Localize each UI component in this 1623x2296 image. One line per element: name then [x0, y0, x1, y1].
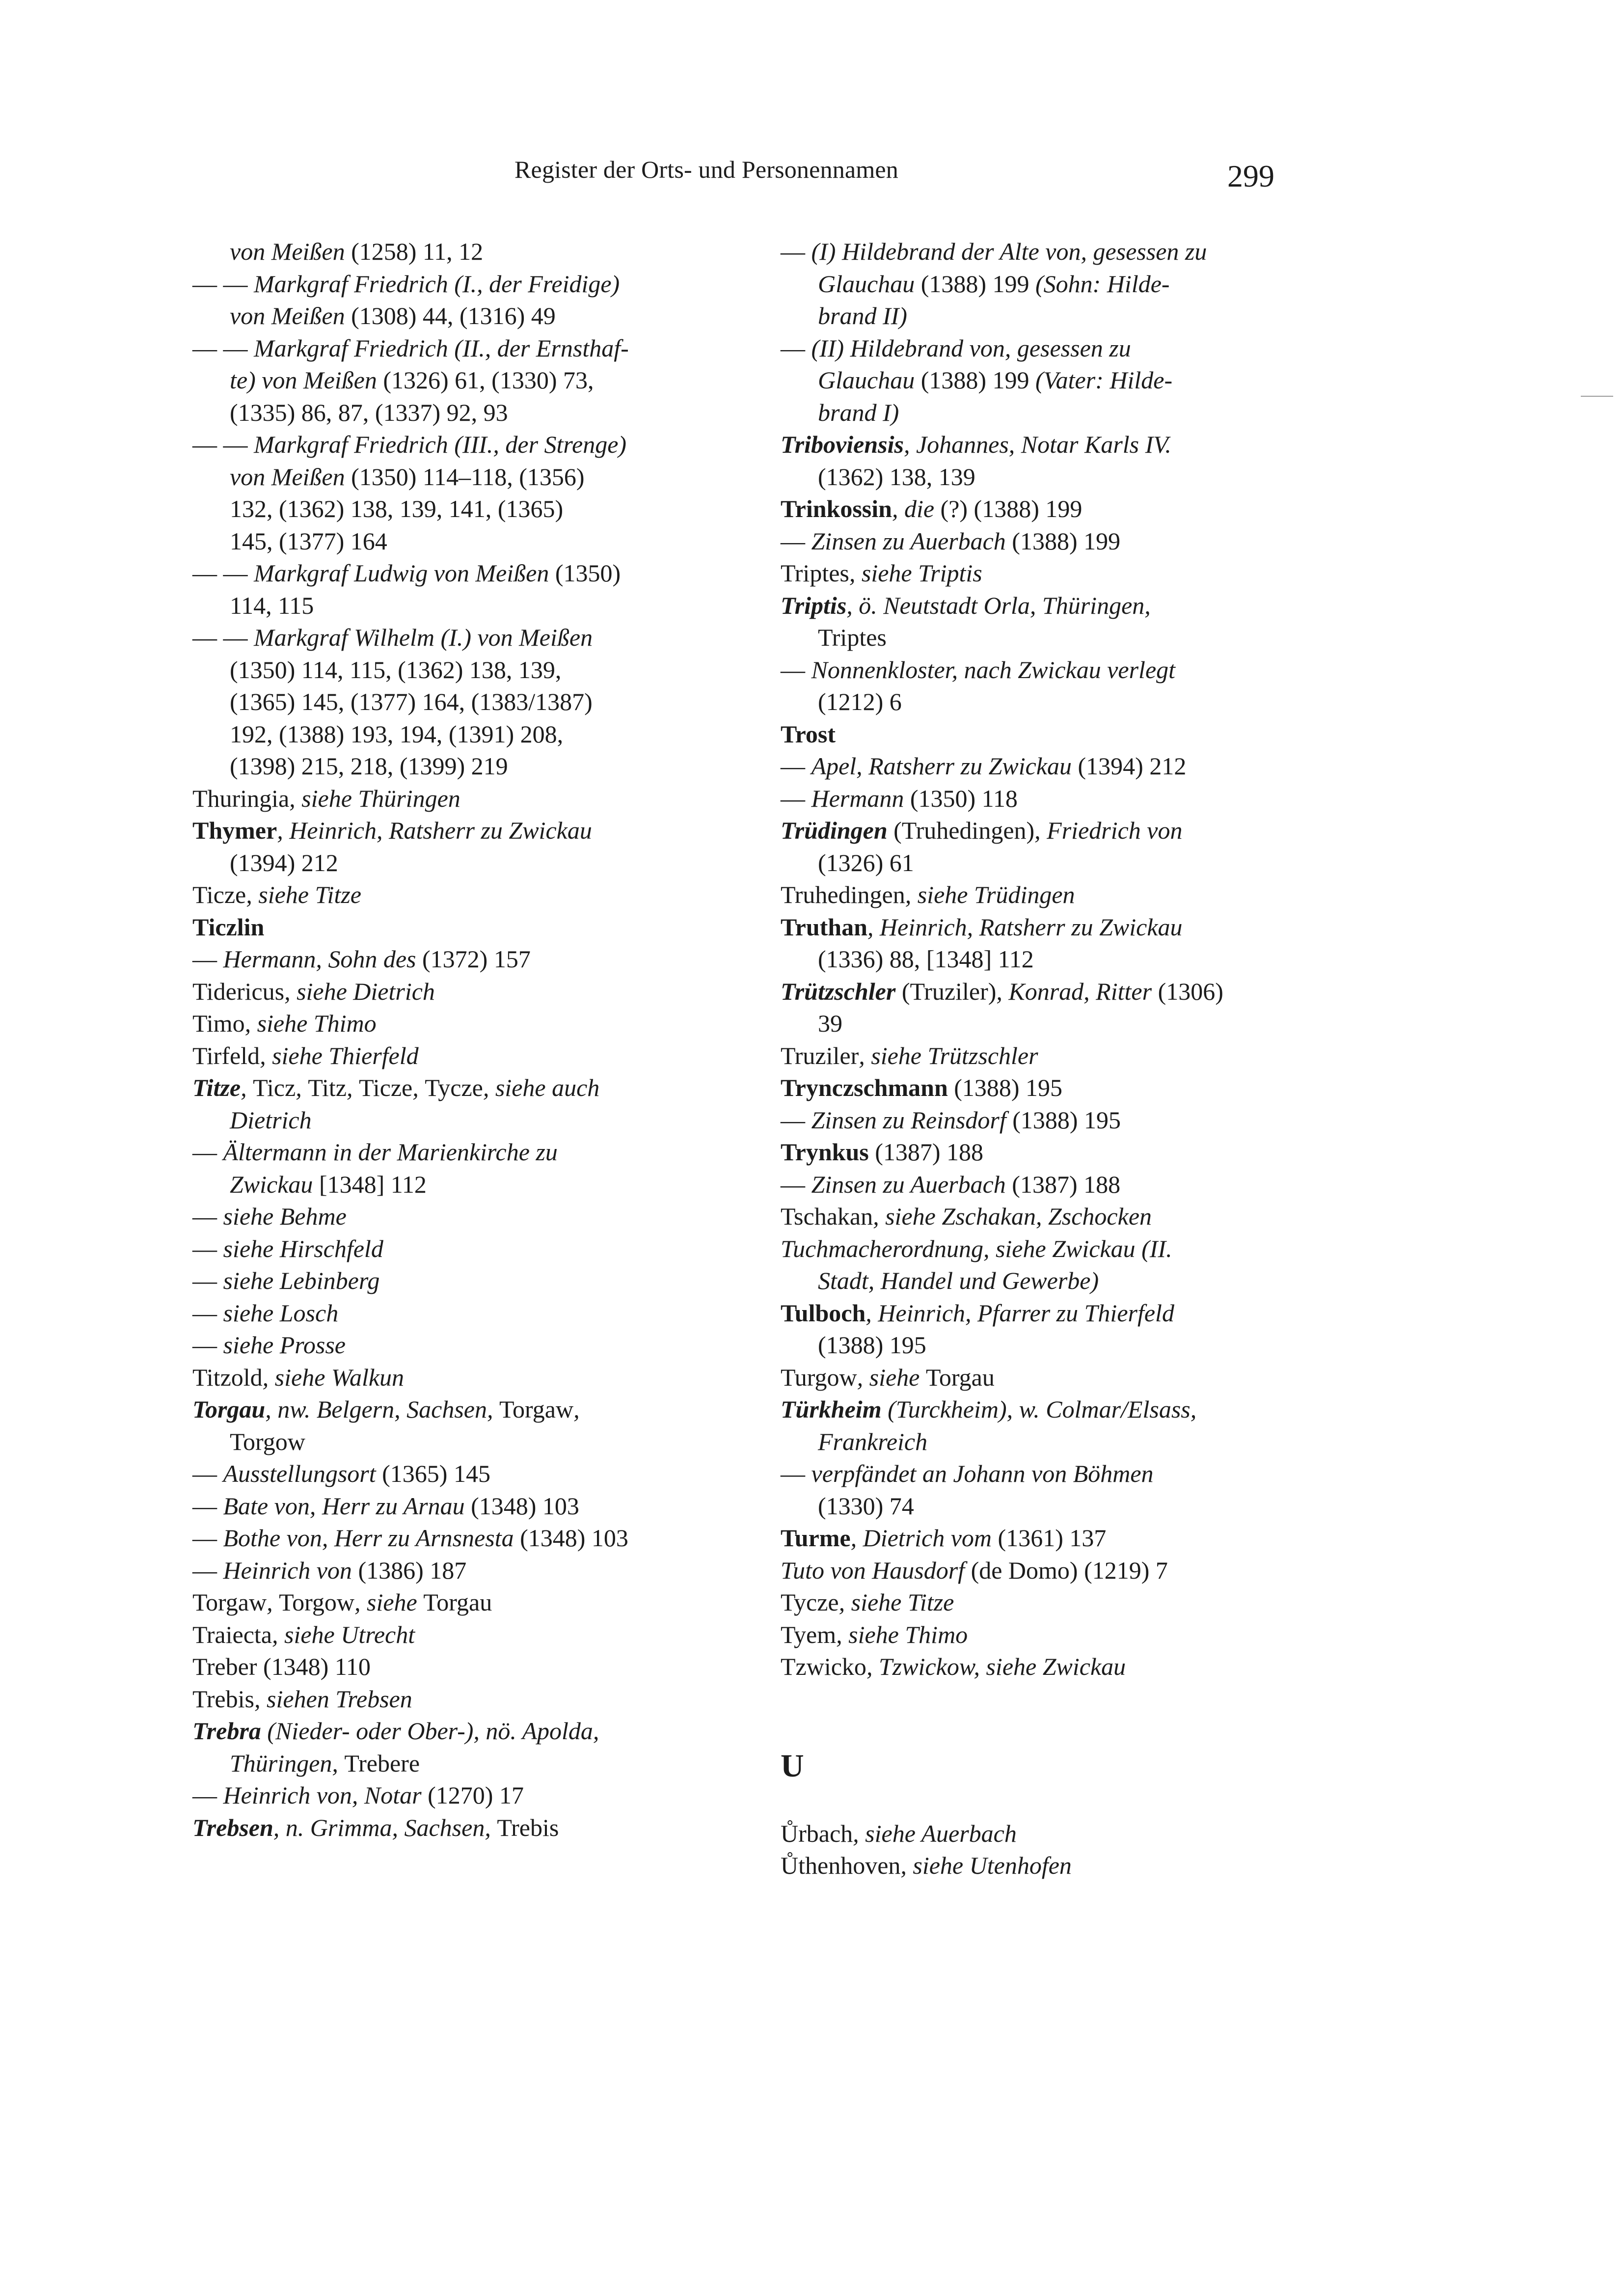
entry-headword: Tycze: [781, 1588, 839, 1616]
index-entry-line: [781, 429, 1276, 461]
entry-text: Stadt, Handel und Gewerbe): [818, 1267, 1099, 1294]
index-entry-line: [781, 879, 1276, 911]
index-entry-line: [781, 1850, 1276, 1882]
index-entry-line: [781, 557, 1276, 590]
entry-text: siehe Losch: [223, 1299, 339, 1327]
entry-text: , siehe Zschakan, Zschocken: [873, 1203, 1152, 1230]
entry-text: Markgraf Ludwig von Meißen (1350): [254, 559, 621, 587]
index-entry-line: [781, 493, 1276, 525]
index-entry-line: [781, 1008, 1276, 1040]
entry-text: (1388) 195: [954, 1074, 1063, 1101]
entry-dash: —: [192, 945, 223, 973]
index-entry-line: [192, 1201, 683, 1233]
index-entry-line: [192, 1362, 683, 1394]
entry-headword: Tulboch: [781, 1299, 866, 1327]
index-entry-line: [192, 1426, 683, 1458]
entry-text: , siehe Titze: [246, 881, 361, 908]
entry-text: Nonnenkloster, nach Zwickau verlegt: [811, 656, 1176, 683]
index-entry-line: [192, 622, 683, 654]
entry-text: siehe Behme: [223, 1203, 347, 1230]
index-entry-line: [781, 1265, 1276, 1297]
index-column-right: [781, 236, 1276, 1882]
entry-headword: Tzwicko: [781, 1653, 866, 1680]
index-entry-line: [781, 943, 1276, 976]
index-entry-line: [781, 1619, 1276, 1651]
index-entry-line: [781, 1586, 1276, 1619]
entry-text: (1350) 114, 115, (1362) 138, 139,: [230, 656, 562, 683]
entry-headword: Triboviensis: [781, 431, 904, 458]
entry-text: Dietrich: [230, 1106, 312, 1134]
entry-text: , siehe Trüdingen: [905, 881, 1075, 908]
entry-text: , siehe Thüringen: [289, 784, 460, 812]
entry-text: (Nieder- oder Ober-), nö. Apolda,: [261, 1717, 599, 1745]
entry-text: (1212) 6: [818, 688, 902, 715]
entry-dash: — —: [192, 334, 254, 362]
index-entry-line: [781, 686, 1276, 718]
index-entry-line: [781, 1169, 1276, 1201]
index-entry-line: [192, 1619, 683, 1651]
index-entry-line: [192, 1040, 683, 1072]
index-entry-line: [192, 300, 683, 332]
entry-headword: Trebra: [192, 1717, 261, 1745]
entry-text: 192, (1388) 193, 194, (1391) 208,: [230, 720, 564, 748]
entry-headword: Torgau: [192, 1395, 266, 1423]
entry-text: (de Domo) (1219) 7: [971, 1556, 1168, 1584]
entry-dash: —: [192, 1138, 223, 1166]
entry-headword: Traiecta: [192, 1620, 272, 1648]
entry-text: , siehe Walkun: [262, 1363, 405, 1391]
index-entry-line: [192, 911, 683, 944]
entry-dash: —: [781, 1460, 812, 1487]
entry-dash: —: [781, 334, 812, 362]
entry-text: Hermann, Sohn des (1372) 157: [223, 945, 531, 973]
index-entry-line: [781, 1233, 1276, 1265]
entry-text: , siehe Titze: [839, 1588, 954, 1616]
entry-text: Triptes: [818, 624, 887, 651]
entry-headword: Turgow: [781, 1363, 857, 1391]
index-entry-line: [192, 847, 683, 879]
index-entry-line: [192, 654, 683, 686]
entry-text: te) von Meißen (1326) 61, (1330) 73,: [230, 366, 594, 394]
index-entry-line: [192, 1329, 683, 1362]
entry-dash: —: [192, 1234, 223, 1262]
entry-text: , siehe Torgau: [857, 1363, 995, 1391]
entry-text: (II) Hildebrand von, gesessen zu: [811, 334, 1131, 362]
entry-text: Glauchau (1388) 199 (Sohn: Hilde-: [818, 270, 1170, 298]
index-entry-line: [192, 364, 683, 397]
index-entry-line: [781, 1394, 1276, 1426]
index-entry-line: [192, 718, 683, 751]
entry-text: Glauchau (1388) 199 (Vater: Hilde-: [818, 366, 1173, 394]
entry-headword: Thuringia: [192, 784, 290, 812]
entry-text: (Truziler), Konrad, Ritter (1306): [901, 977, 1223, 1005]
entry-dash: —: [781, 752, 812, 780]
index-entry-line: [192, 1555, 683, 1587]
entry-text: 114, 115: [230, 591, 314, 619]
entry-headword: Trebis: [192, 1685, 254, 1713]
entry-headword: Trüdingen: [781, 817, 888, 844]
index-entry-line: [192, 750, 683, 783]
entry-dash: —: [781, 1170, 812, 1198]
entry-headword: Tuchmacherordnung: [781, 1234, 983, 1262]
index-entry-line: [192, 1812, 683, 1844]
entry-headword: Timo: [192, 1010, 245, 1037]
entry-text: , siehe Utrecht: [272, 1620, 415, 1648]
index-entry-line: [781, 268, 1276, 301]
entry-text: brand I): [818, 398, 899, 426]
index-entry-line: [192, 943, 683, 976]
index-entry-line: [781, 911, 1276, 944]
index-entry-line: [781, 1297, 1276, 1330]
index-entry-line: [192, 1297, 683, 1330]
index-entry-line: [781, 525, 1276, 558]
entry-text: (Truhedingen), Friedrich von: [893, 817, 1183, 844]
entry-text: (1348) 110: [263, 1653, 371, 1680]
entry-text: Apel, Ratsherr zu Zwickau (1394) 212: [811, 752, 1187, 780]
entry-text: , Torgow, siehe Torgau: [267, 1588, 492, 1616]
entry-headword: Turme: [781, 1524, 851, 1552]
entry-dash: —: [192, 1556, 223, 1584]
index-entry-line: [781, 1040, 1276, 1072]
section-letter-u: U: [781, 1748, 804, 1784]
entry-headword: Trynkus: [781, 1138, 869, 1166]
entry-dash: — —: [192, 270, 254, 298]
entry-text: , siehe Trützschler: [859, 1041, 1038, 1069]
entry-headword: Treber: [192, 1653, 257, 1680]
entry-text: Zinsen zu Auerbach (1387) 188: [811, 1170, 1121, 1198]
entry-text: , siehe Thierfeld: [260, 1041, 419, 1069]
entry-text: (1335) 86, 87, (1337) 92, 93: [230, 398, 508, 426]
index-entry-line: [781, 654, 1276, 686]
index-entry-line: [192, 1394, 683, 1426]
entry-headword: Torgaw: [192, 1588, 267, 1616]
entry-text: siehe Lebinberg: [223, 1267, 380, 1294]
index-entry-line: [781, 718, 1276, 751]
entry-text: , Heinrich, Pfarrer zu Thierfeld: [866, 1299, 1174, 1327]
entry-headword: Truhedingen: [781, 881, 905, 908]
entry-text: , Heinrich, Ratsherr zu Zwickau: [277, 817, 592, 844]
index-entry-line: [781, 1104, 1276, 1137]
entry-headword: Ůthenhoven: [781, 1852, 901, 1879]
entry-dash: —: [781, 656, 812, 683]
index-entry-line: [781, 1458, 1276, 1490]
entry-text: von Meißen (1258) 11, 12: [230, 238, 484, 265]
index-entry-line: [192, 1008, 683, 1040]
entry-headword: Thymer: [192, 817, 277, 844]
index-entry-line: [781, 1072, 1276, 1104]
entry-dash: —: [192, 1492, 223, 1520]
entry-text: Zwickau [1348] 112: [230, 1170, 427, 1198]
index-entry-line: [192, 686, 683, 718]
entry-headword: Türkheim: [781, 1395, 882, 1423]
entry-dash: —: [192, 1460, 223, 1487]
index-entry-line: [781, 300, 1276, 332]
entry-text: Bate von, Herr zu Arnau (1348) 103: [223, 1492, 579, 1520]
index-entry-line: [781, 1818, 1276, 1850]
entry-dash: —: [192, 1203, 223, 1230]
index-entry-line: [192, 1169, 683, 1201]
index-entry-line: [192, 976, 683, 1008]
entry-text: brand II): [818, 302, 907, 329]
index-entry-line: [192, 525, 683, 558]
entry-dash: —: [192, 1331, 223, 1359]
entry-dash: —: [781, 527, 812, 555]
entry-headword: Ticze: [192, 881, 246, 908]
entry-text: , Ticz, Titz, Ticze, Tycze, siehe auch: [241, 1074, 600, 1101]
index-entry-line: [192, 1683, 683, 1716]
entry-text: Markgraf Friedrich (II., der Ernsthaf-: [254, 334, 629, 362]
entry-text: , Dietrich vom (1361) 137: [850, 1524, 1107, 1552]
index-entry-line: [192, 236, 683, 268]
entry-text: , siehe Auerbach: [853, 1819, 1017, 1847]
index-column-left: [192, 236, 683, 1844]
margin-mark: [1581, 396, 1613, 397]
entry-headword: Ůrbach: [781, 1819, 853, 1847]
index-entry-line: [781, 976, 1276, 1008]
entry-text: Ältermann in der Marienkirche zu: [223, 1138, 558, 1166]
entry-text: (1387) 188: [875, 1138, 984, 1166]
entry-text: , siehe Thimo: [244, 1010, 377, 1037]
entry-text: Heinrich von, Notar (1270) 17: [223, 1781, 524, 1809]
index-entry-line: [192, 879, 683, 911]
entry-text: Heinrich von (1386) 187: [223, 1556, 467, 1584]
entry-headword: Truziler: [781, 1041, 859, 1069]
index-entry-line: [192, 590, 683, 622]
entry-dash: —: [192, 1267, 223, 1294]
index-entry-line: [192, 1136, 683, 1169]
index-entry-line: [192, 1651, 683, 1683]
entry-text: (1398) 215, 218, (1399) 219: [230, 752, 508, 780]
entry-text: (Turckheim), w. Colmar/Elsass,: [881, 1395, 1197, 1423]
entry-text: Thüringen, Trebere: [230, 1749, 420, 1777]
index-entry-line: [781, 332, 1276, 365]
entry-text: , n. Grimma, Sachsen, Trebis: [273, 1813, 559, 1841]
entry-headword: Titzold: [192, 1363, 263, 1391]
entry-text: verpfändet an Johann von Böhmen: [811, 1460, 1154, 1487]
entry-dash: — —: [192, 431, 254, 458]
index-entry-line: [192, 1522, 683, 1555]
entry-headword: Ticzlin: [192, 913, 265, 941]
index-entry-line: [781, 1651, 1276, 1683]
entry-headword: Tuto von Hausdorf: [781, 1556, 965, 1584]
entry-text: , Heinrich, Ratsherr zu Zwickau: [867, 913, 1183, 941]
index-entry-line: [192, 397, 683, 429]
entry-text: , Tzwickow, siehe Zwickau: [866, 1653, 1126, 1680]
index-entry-line: [192, 783, 683, 815]
entry-text: (1394) 212: [230, 848, 338, 876]
entry-headword: Triptes: [781, 559, 849, 587]
entry-text: Frankreich: [818, 1427, 928, 1455]
entry-text: , siehe Zwickau (II.: [983, 1234, 1172, 1262]
entry-dash: — —: [192, 559, 254, 587]
entry-dash: —: [192, 1299, 223, 1327]
entry-dash: —: [781, 238, 812, 265]
entry-headword: Trebsen: [192, 1813, 273, 1841]
entry-text: (1362) 138, 139: [818, 463, 975, 491]
entry-text: , siehe Thimo: [836, 1620, 968, 1648]
index-entry-line: [781, 1201, 1276, 1233]
index-entry-line: [781, 1329, 1276, 1362]
index-entry-line: [781, 1490, 1276, 1523]
entry-headword: Trost: [781, 720, 836, 748]
index-entry-line: [192, 1490, 683, 1523]
index-entry-line: [192, 332, 683, 365]
index-entry-line: [781, 590, 1276, 622]
index-block-t-continued: [781, 236, 1276, 1683]
index-entry-line: [781, 1522, 1276, 1555]
running-head: Register der Orts- und Personennamen: [514, 156, 899, 183]
entry-text: , ö. Neutstadt Orla, Thüringen,: [846, 591, 1151, 619]
index-entry-line: [192, 1233, 683, 1265]
entry-dash: — —: [192, 624, 254, 651]
entry-dash: —: [192, 1524, 223, 1552]
entry-text: von Meißen (1308) 44, (1316) 49: [230, 302, 556, 329]
page-number: 299: [1227, 159, 1274, 193]
index-entry-line: [781, 847, 1276, 879]
index-entry-line: [781, 622, 1276, 654]
entry-text: von Meißen (1350) 114–118, (1356): [230, 463, 585, 491]
entry-text: Zinsen zu Auerbach (1388) 199: [811, 527, 1121, 555]
entry-text: , siehe Triptis: [849, 559, 982, 587]
entry-text: , Johannes, Notar Karls IV.: [903, 431, 1171, 458]
index-entry-line: [781, 461, 1276, 493]
entry-headword: Tirfeld: [192, 1041, 260, 1069]
index-block-u: [781, 1818, 1276, 1882]
index-entry-line: [192, 815, 683, 847]
entry-text: , siehen Trebsen: [254, 1685, 412, 1713]
index-entry-line: [192, 1458, 683, 1490]
entry-text: 132, (1362) 138, 139, 141, (1365): [230, 495, 564, 522]
index-entry-line: [192, 1779, 683, 1812]
entry-text: 145, (1377) 164: [230, 527, 387, 555]
entry-text: Markgraf Wilhelm (I.) von Meißen: [254, 624, 593, 651]
index-entry-line: [192, 493, 683, 525]
entry-dash: —: [192, 1781, 223, 1809]
entry-text: Ausstellungsort (1365) 145: [223, 1460, 490, 1487]
index-entry-line: [192, 1748, 683, 1780]
index-entry-line: [192, 268, 683, 301]
entry-text: Torgow: [230, 1427, 305, 1455]
entry-headword: Trynczschmann: [781, 1074, 948, 1101]
entry-text: (1388) 195: [818, 1331, 926, 1359]
entry-headword: Trinkossin: [781, 495, 892, 522]
entry-text: , siehe Dietrich: [284, 977, 435, 1005]
index-entry-line: [781, 1426, 1276, 1458]
index-entry-line: [781, 397, 1276, 429]
index-entry-line: [192, 461, 683, 493]
index-entry-line: [192, 429, 683, 461]
entry-text: Hermann (1350) 118: [811, 784, 1018, 812]
entry-headword: Tyem: [781, 1620, 837, 1648]
entry-text: , die (?) (1388) 199: [892, 495, 1082, 522]
index-entry-line: [192, 1104, 683, 1137]
entry-headword: Titze: [192, 1074, 241, 1101]
entry-dash: —: [781, 784, 812, 812]
index-entry-line: [192, 1265, 683, 1297]
entry-headword: Trützschler: [781, 977, 896, 1005]
index-entry-line: [781, 815, 1276, 847]
entry-text: Markgraf Friedrich (I., der Freidige): [254, 270, 620, 298]
entry-text: (1365) 145, (1377) 164, (1383/1387): [230, 688, 593, 715]
index-entry-line: [192, 1715, 683, 1748]
index-entry-line: [781, 364, 1276, 397]
index-entry-line: [781, 1555, 1276, 1587]
entry-text: (I) Hildebrand der Alte von, gesessen zu: [811, 238, 1207, 265]
entry-dash: —: [781, 1106, 812, 1134]
index-entry-line: [781, 1136, 1276, 1169]
entry-text: Zinsen zu Reinsdorf (1388) 195: [811, 1106, 1121, 1134]
entry-text: Bothe von, Herr zu Arnsnesta (1348) 103: [223, 1524, 628, 1552]
entry-headword: Truthan: [781, 913, 867, 941]
entry-text: (1336) 88, [1348] 112: [818, 945, 1034, 973]
index-entry-line: [781, 750, 1276, 783]
entry-headword: Triptis: [781, 591, 847, 619]
entry-headword: Tschakan: [781, 1203, 873, 1230]
entry-text: 39: [818, 1010, 842, 1037]
entry-headword: Tidericus: [192, 977, 285, 1005]
entry-text: siehe Prosse: [223, 1331, 346, 1359]
index-entry-line: [781, 783, 1276, 815]
entry-text: (1330) 74: [818, 1492, 914, 1520]
entry-text: , nw. Belgern, Sachsen, Torgaw,: [265, 1395, 580, 1423]
entry-text: siehe Hirschfeld: [223, 1234, 383, 1262]
entry-text: Markgraf Friedrich (III., der Strenge): [254, 431, 627, 458]
entry-text: , siehe Utenhofen: [900, 1852, 1072, 1879]
index-entry-line: [192, 557, 683, 590]
index-entry-line: [192, 1586, 683, 1619]
index-entry-line: [781, 1362, 1276, 1394]
entry-text: (1326) 61: [818, 848, 914, 876]
index-entry-line: [781, 236, 1276, 268]
index-entry-line: [192, 1072, 683, 1104]
